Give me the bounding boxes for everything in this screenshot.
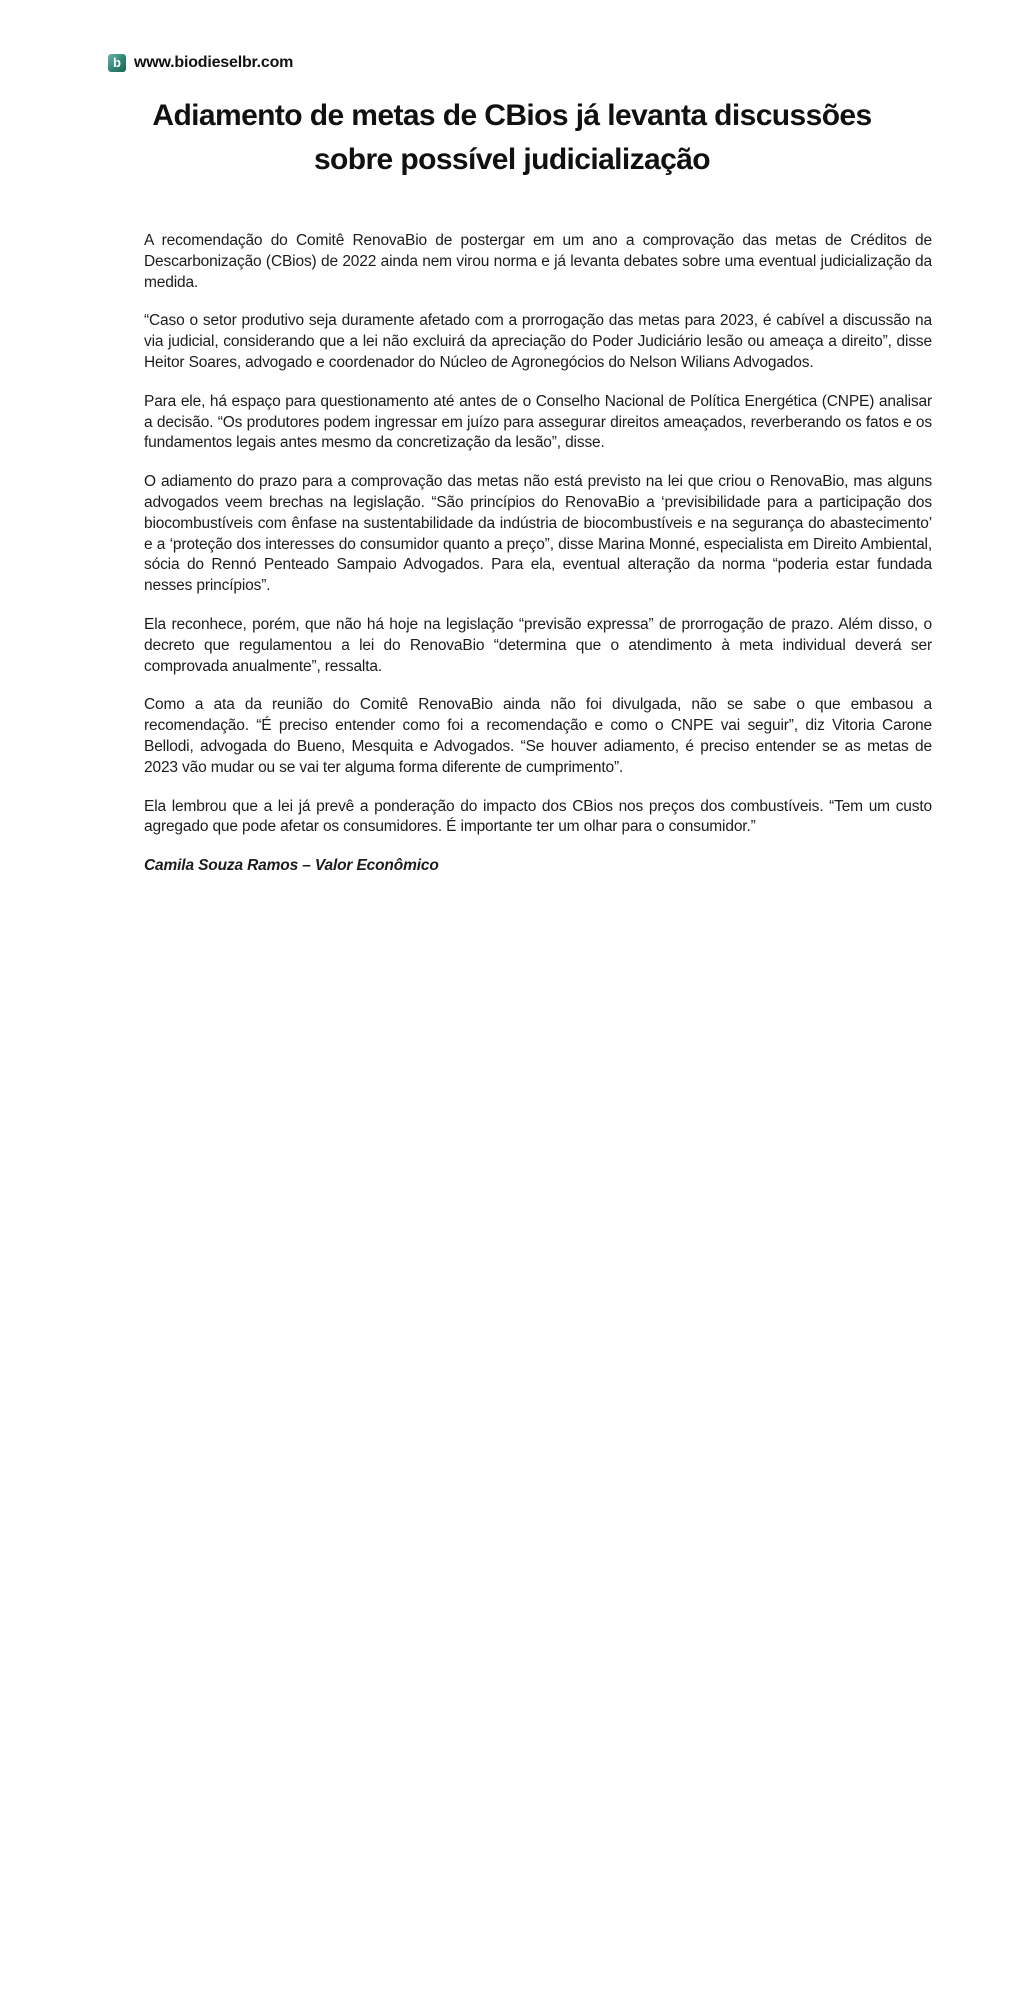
article-paragraph: A recomendação do Comitê RenovaBio de postergar em um ano a comprovação das metas de Créditos de Descarbonização (CBios) de 2022 ainda nem virou norma e já levanta debates sobre uma eventual judicialização da medida. xyxy=(144,232,932,291)
article-body xyxy=(144,231,932,877)
article-paragraph: Para ele, há espaço para questionamento até antes de o Conselho Nacional de Política Energética (CNPE) analisar a decisão. “Os produtores podem ingressar em juízo para assegurar direitos ameaçados, reverberando os fatos e os fundamentos legais antes mesmo da concretização da lesão”, disse. xyxy=(144,392,932,452)
article-paragraph: Como a ata da reunião do Comitê RenovaBio ainda não foi divulgada, não se sabe o que embasou a recomendação. “É preciso entender como foi a recomendação e como o CNPE vai seguir”, diz Vitoria Carone Bellodi, advogada do Bueno, Mesquita e Advogados. “Se houver adiamento, é preciso entender se as metas de 2023 vão mudar ou se vai ter alguma forma diferente de cumprimento”. xyxy=(144,696,932,776)
article-paragraph: O adiamento do prazo para a comprovação das metas não está previsto na lei que criou o RenovaBio, mas alguns advogados veem brechas na legislação. “São princípios do RenovaBio a ‘previsibilidade para a participação dos biocombustíveis com ênfase na sustentabilidade da indústria de biocombustíveis e na segurança do abastecimento’ e a ‘proteção dos interesses do consumidor quanto a preço”, disse Marina Monné, especialista em Direito Ambiental, sócia do Rennó Penteado Sampaio Advogados. Para ela, eventual alteração da norma “poderia estar fundada nesses princípios”. xyxy=(144,473,932,595)
article-title-line-2: sobre possível judicialização xyxy=(313,143,711,176)
article-title-line-1: Adiamento de metas de CBios já levanta discussões xyxy=(152,99,872,132)
site-favicon-icon: b xyxy=(108,54,126,72)
article-paragraph: Ela lembrou que a lei já prevê a ponderação do impacto dos CBios nos preços dos combustíveis. “Tem um custo agregado que pode afetar os consumidores. É importante ter um olhar para o consumidor.” xyxy=(144,797,932,836)
article-byline: Camila Souza Ramos – Valor Econômico xyxy=(144,857,439,875)
article-paragraph: Ela reconhece, porém, que não há hoje na legislação “previsão expressa” de prorrogação de prazo. Além disso, o decreto que regulamentou a lei do RenovaBio “determina que o atendimento à meta individual deverá ser comprovada anualmente”, ressalta. xyxy=(144,615,932,675)
article-paragraph: “Caso o setor produtivo seja duramente afetado com a prorrogação das metas para 2023, é cabível a discussão na via judicial, considerando que a lei não excluirá da apreciação do Poder Judiciário lesão ou ameaça a direito”, disse Heitor Soares, advogado e coordenador do Núcleo de Agronegócios do Nelson Wilians Advogados. xyxy=(144,312,932,371)
site-header xyxy=(0,0,1024,72)
article-title xyxy=(82,94,942,182)
site-url-text: www.biodieselbr.com xyxy=(134,54,294,71)
